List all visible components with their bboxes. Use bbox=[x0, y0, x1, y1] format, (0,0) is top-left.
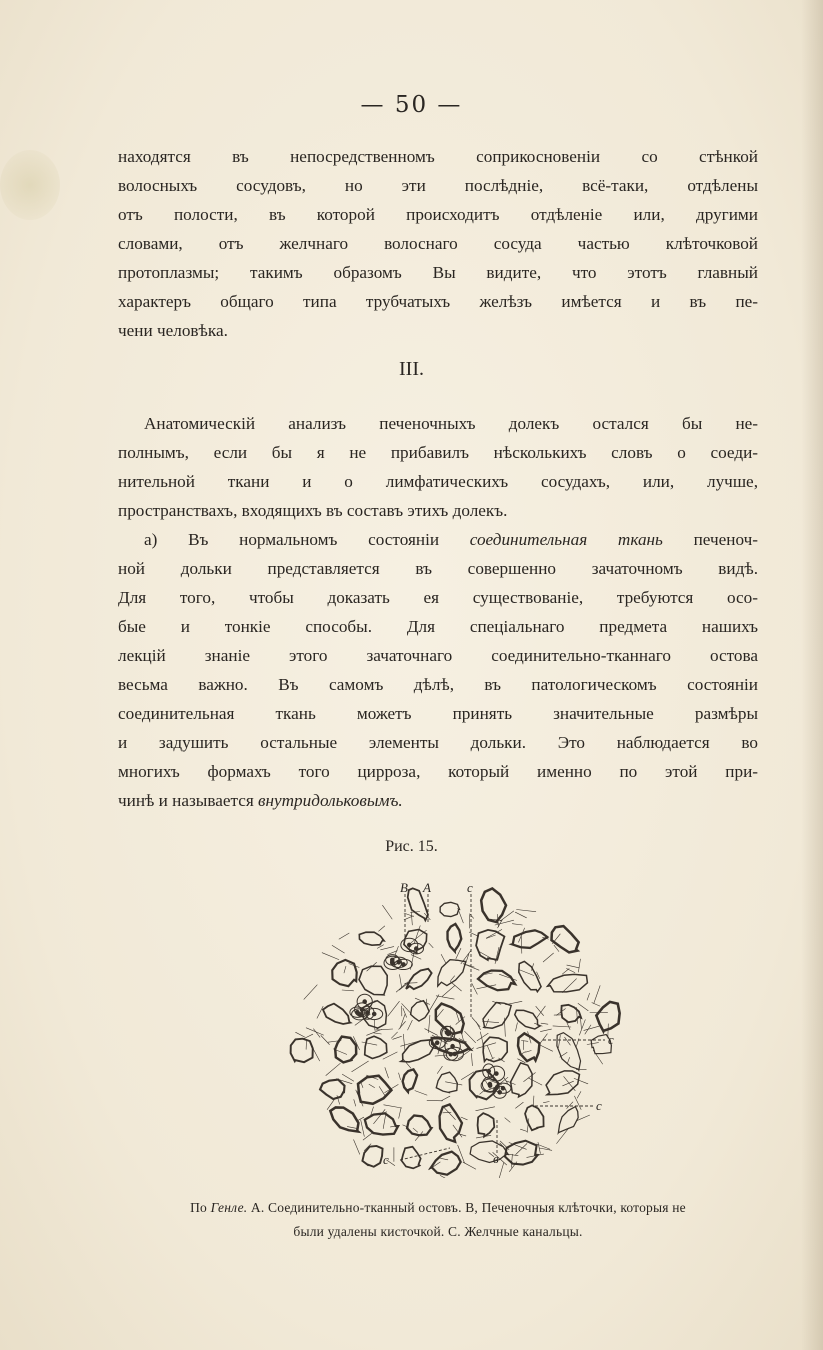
fiber-strand bbox=[400, 975, 402, 988]
fiber-strand bbox=[565, 1037, 571, 1045]
fiber-strand bbox=[411, 912, 412, 925]
fiber-strand bbox=[313, 1048, 320, 1061]
fiber-strand bbox=[425, 1029, 438, 1036]
fiber-strand bbox=[594, 986, 600, 1004]
fiber-strand bbox=[413, 1128, 418, 1132]
fiber-strand bbox=[385, 1068, 389, 1079]
fiber-strand bbox=[369, 1084, 375, 1087]
cell-nucleus bbox=[445, 1031, 449, 1035]
fiber-strand bbox=[520, 1129, 527, 1131]
section-title: III. bbox=[399, 358, 424, 380]
fiber-strand bbox=[352, 1061, 369, 1072]
fiber-strand bbox=[429, 1015, 430, 1032]
text-line: словами, отъ желчнаго волоснаго сосуда частью клѣточковой bbox=[118, 234, 758, 253]
fiber-strand bbox=[506, 1001, 522, 1004]
fiber-strand bbox=[379, 926, 385, 931]
sinusoid-outline bbox=[546, 971, 588, 995]
fiber-strand bbox=[415, 1091, 427, 1096]
fiber-strand bbox=[541, 1023, 548, 1024]
fiber-strand bbox=[559, 1035, 561, 1047]
fiber-strand bbox=[553, 934, 561, 944]
fiber-strand bbox=[541, 1045, 553, 1051]
sinusoid-outline bbox=[477, 1113, 496, 1138]
text-line: соединительная ткань можетъ принять значительные размѣры bbox=[118, 704, 758, 723]
text-line: отъ полости, въ которой происходитъ отдѣленіе или, другими bbox=[118, 205, 758, 224]
fiber-strand bbox=[574, 1078, 588, 1083]
cell-nucleus bbox=[488, 1082, 492, 1086]
sinusoid-outline bbox=[356, 1073, 394, 1107]
cell-nucleus bbox=[356, 1010, 360, 1014]
fiber-strand bbox=[374, 1110, 385, 1124]
figure-label-c: c bbox=[383, 1152, 389, 1167]
page-edge-shadow bbox=[801, 0, 823, 1350]
fiber-strand bbox=[511, 1154, 512, 1167]
paper-stain bbox=[0, 150, 60, 220]
fiber-strand bbox=[450, 982, 461, 991]
sinusoid-outline bbox=[406, 1114, 433, 1137]
legend-line-1 bbox=[118, 1196, 758, 1220]
fiber-strand bbox=[505, 1118, 510, 1122]
fiber-strand bbox=[317, 1006, 323, 1018]
fiber-strand bbox=[332, 945, 344, 953]
sinusoid-outline bbox=[428, 1150, 463, 1178]
text-segment: печеноч- bbox=[662, 530, 758, 549]
fiber-strand bbox=[296, 1032, 305, 1037]
fiber-strand bbox=[400, 1014, 405, 1028]
text-line: волосныхъ сосудовъ, но эти послѣдніе, всё-таки, отдѣлены bbox=[118, 176, 758, 195]
fiber-strand bbox=[516, 1102, 524, 1108]
fiber-strand bbox=[436, 996, 454, 999]
fiber-strand bbox=[384, 1105, 402, 1108]
paragraph-top bbox=[118, 142, 758, 345]
sinusoid-outline bbox=[440, 902, 459, 916]
fiber-strand bbox=[391, 1032, 397, 1038]
sinusoid-outline bbox=[592, 998, 625, 1035]
fiber-strand bbox=[326, 1063, 340, 1075]
fiber-strand bbox=[411, 930, 426, 942]
sinusoid-outline bbox=[475, 1031, 512, 1069]
fiber-strand bbox=[445, 1082, 462, 1085]
fiber-strand bbox=[578, 959, 580, 972]
text-line: Для того, чтобы доказать ея существованіе, требуются осо- bbox=[118, 588, 758, 607]
fiber-strand bbox=[567, 969, 575, 973]
fiber-strand bbox=[441, 1096, 450, 1101]
text-line: многихъ формахъ того цирроза, который именно по этой при- bbox=[118, 762, 758, 781]
fiber-strand bbox=[304, 985, 317, 1000]
fiber-strand bbox=[322, 953, 339, 960]
fiber-strand bbox=[537, 1006, 545, 1017]
fiber-strand bbox=[567, 965, 579, 968]
fiber-strand bbox=[465, 1031, 476, 1042]
paragraph-a-last-line bbox=[118, 786, 758, 815]
text-segment: чинѣ и называется bbox=[118, 791, 259, 810]
fiber-strand bbox=[436, 1009, 443, 1018]
text-line: протоплазмы; такимъ образомъ Вы видите, что этотъ главный bbox=[118, 263, 758, 282]
sinusoid-outline bbox=[553, 1104, 584, 1138]
fiber-strand bbox=[541, 1034, 548, 1043]
sinusoid-outline bbox=[508, 1062, 535, 1099]
fiber-strand bbox=[379, 1087, 385, 1097]
figure-label-a: A bbox=[423, 880, 431, 895]
sinusoid-outline bbox=[447, 924, 463, 952]
fiber-strand bbox=[403, 1034, 405, 1051]
fiber-strand bbox=[472, 1018, 480, 1027]
cell-nucleus bbox=[451, 1044, 455, 1048]
sinusoid-outline bbox=[328, 956, 364, 991]
sinusoid-outline bbox=[358, 930, 385, 947]
fiber-strand bbox=[399, 1073, 401, 1080]
fiber-strand bbox=[429, 943, 433, 948]
fiber-strand bbox=[543, 953, 553, 962]
figure-label-c: c bbox=[596, 1098, 602, 1113]
liver-lobule-illustration bbox=[275, 878, 635, 1178]
legend-author: Генле. bbox=[210, 1200, 248, 1215]
fiber-strand bbox=[521, 936, 522, 953]
fiber-strand bbox=[584, 1026, 599, 1030]
text-line: и задушить остальные элементы дольки. Это наблюдается во bbox=[118, 733, 758, 752]
sinusoid-outline bbox=[361, 1034, 391, 1063]
fiber-strand bbox=[342, 1074, 353, 1081]
fiber-strand bbox=[504, 1078, 508, 1084]
sinusoid-outline bbox=[285, 1034, 319, 1068]
fiber-strand bbox=[440, 1175, 447, 1178]
cell-nucleus bbox=[402, 963, 406, 967]
sinusoid-outline bbox=[547, 923, 583, 958]
sinusoid-outline bbox=[478, 886, 510, 925]
text-line: весьма важно. Въ самомъ дѣлѣ, въ патологическомъ состояніи bbox=[118, 675, 758, 694]
fiber-strand bbox=[517, 910, 536, 912]
fiber-strand bbox=[499, 1163, 504, 1178]
page-number: — 50 — bbox=[360, 92, 463, 118]
fiber-strand bbox=[521, 1041, 528, 1042]
sinusoid-outline bbox=[364, 1112, 399, 1136]
sinusoid-outline bbox=[319, 1076, 347, 1101]
fiber-strand bbox=[512, 924, 522, 925]
fiber-strand bbox=[306, 1028, 323, 1035]
fiber-strand bbox=[441, 954, 446, 963]
fiber-strand bbox=[441, 1158, 448, 1160]
text-line: нительной ткани и о лимфатическихъ сосудахъ, или, лучше, bbox=[118, 472, 758, 491]
fiber-strand bbox=[456, 961, 466, 962]
fiber-strand bbox=[587, 1043, 598, 1045]
sinusoid-outline bbox=[355, 960, 394, 1002]
fiber-strand bbox=[361, 1120, 365, 1137]
fiber-strand bbox=[374, 1033, 382, 1034]
sinusoid-outline bbox=[435, 1103, 466, 1145]
fiber-strand bbox=[395, 946, 398, 955]
fiber-strand bbox=[578, 1003, 588, 1010]
text-line: пространствахъ, входящихъ въ составъ этихъ долекъ. bbox=[118, 501, 508, 520]
legend-line-2: были удалены кисточкой. С. Желчные канальцы. bbox=[293, 1224, 583, 1239]
fiber-strand bbox=[363, 1132, 373, 1140]
sinusoid-outline bbox=[434, 1071, 459, 1095]
fiber-strand bbox=[399, 1108, 401, 1118]
figure-label-b-lower: в bbox=[493, 1151, 499, 1166]
fiber-strand bbox=[435, 1055, 447, 1056]
text-segment: а) Въ нормальномъ состояніи bbox=[144, 530, 470, 549]
sinusoid-outline bbox=[523, 1103, 547, 1131]
fiber-strand bbox=[461, 1117, 467, 1120]
text-line: находятся въ непосредственномъ соприкосновеніи со стѣнкой bbox=[118, 147, 758, 166]
sinusoid-outline bbox=[408, 998, 433, 1023]
cell-nucleus bbox=[391, 958, 395, 962]
fiber-strand bbox=[402, 1058, 411, 1068]
figure-label-b: B bbox=[400, 880, 408, 895]
sinusoid-outline bbox=[396, 1144, 425, 1173]
fiber-strand bbox=[543, 1102, 549, 1103]
fiber-strand bbox=[354, 1100, 356, 1107]
fiber-strand bbox=[451, 976, 455, 981]
sinusoid-outline bbox=[402, 966, 434, 994]
fiber-strand bbox=[480, 1032, 484, 1049]
fiber-strand bbox=[515, 912, 526, 918]
fiber-strand bbox=[562, 969, 569, 975]
fiber-strand bbox=[375, 1029, 393, 1030]
fiber-strand bbox=[367, 1029, 382, 1035]
fiber-strand bbox=[344, 966, 346, 973]
cell-nucleus bbox=[495, 1072, 499, 1076]
text-line: характеръ общаго типа трубчатыхъ желѣзъ имѣется и въ пе- bbox=[118, 292, 758, 311]
text-line: лекцій знаніе этого зачаточнаго соединительно-тканнаго остова bbox=[118, 646, 758, 665]
fiber-strand bbox=[587, 993, 590, 1000]
fiber-strand bbox=[580, 1017, 581, 1028]
sinusoid-outline bbox=[512, 1029, 545, 1065]
sinusoid-outline bbox=[469, 1139, 509, 1165]
fiber-strand bbox=[437, 1066, 442, 1073]
fiber-strand bbox=[528, 1078, 542, 1085]
sinusoid-outline bbox=[328, 1033, 361, 1066]
fiber-strand bbox=[339, 933, 349, 939]
fiber-strand bbox=[383, 905, 393, 919]
fiber-strand bbox=[487, 1046, 492, 1058]
fiber-strand bbox=[593, 1050, 602, 1064]
fiber-strand bbox=[458, 1134, 466, 1136]
fiber-strand bbox=[442, 985, 455, 996]
sinusoid-outline bbox=[557, 1002, 584, 1026]
fiber-strand bbox=[408, 1020, 413, 1030]
fiber-strand bbox=[526, 1051, 532, 1053]
fiber-strand bbox=[458, 908, 464, 923]
fiber-strand bbox=[567, 1057, 569, 1063]
fiber-strand bbox=[577, 1092, 581, 1099]
sinusoid-outline bbox=[510, 926, 549, 952]
paragraph-anatomy bbox=[118, 409, 758, 815]
fiber-strand bbox=[393, 1036, 402, 1039]
fiber-strand bbox=[477, 1043, 496, 1049]
figure-label-c: c bbox=[608, 1032, 614, 1047]
figure-label-c: c bbox=[467, 880, 473, 895]
fiber-strand bbox=[362, 1042, 377, 1045]
fiber-strand bbox=[303, 1034, 313, 1039]
cell-nucleus bbox=[498, 1091, 502, 1095]
fiber-strand bbox=[381, 947, 394, 950]
fiber-strand bbox=[483, 1021, 499, 1023]
fiber-strand bbox=[516, 1023, 518, 1031]
figure-legend bbox=[118, 1196, 758, 1244]
sinusoid-outline bbox=[321, 1000, 355, 1029]
italic-term: внутридольковымъ. bbox=[258, 791, 403, 810]
text-line: Анатомическій анализъ печеночныхъ долекъ остался бы не- bbox=[144, 414, 758, 433]
cell-nucleus bbox=[372, 1012, 376, 1016]
figure-caption: Рис. 15. bbox=[385, 838, 438, 855]
fiber-strand bbox=[463, 1162, 476, 1169]
fiber-strand bbox=[470, 914, 474, 919]
fiber-strand bbox=[540, 1029, 551, 1032]
sinusoid-outline bbox=[431, 952, 470, 992]
fiber-strand bbox=[415, 998, 429, 1004]
fiber-strand bbox=[471, 1053, 472, 1065]
cell-nucleus bbox=[435, 1041, 439, 1045]
fiber-strand bbox=[579, 1020, 585, 1035]
fiber-strand bbox=[403, 1008, 407, 1017]
text-segment: По bbox=[190, 1200, 211, 1215]
fiber-strand bbox=[354, 1140, 360, 1155]
text-line: ной дольки представляется въ совершенно зачаточномъ видѣ. bbox=[118, 559, 758, 578]
fiber-strand bbox=[388, 1001, 400, 1016]
fiber-strand bbox=[592, 1003, 600, 1007]
italic-term: соединительная ткань bbox=[469, 530, 663, 549]
fiber-strand bbox=[476, 1107, 495, 1111]
fiber-strand bbox=[347, 1127, 356, 1129]
cell-nucleus bbox=[415, 947, 419, 951]
fiber-strand bbox=[567, 1102, 573, 1109]
sinusoid-outline bbox=[478, 997, 517, 1036]
fiber-strand bbox=[524, 1073, 536, 1082]
paragraph-a-first-line bbox=[118, 525, 758, 554]
text-line: бые и тонкіе способы. Для спеціальнаго предмета нашихъ bbox=[118, 617, 758, 636]
text-segment: А. Соединительно-тканный остовъ. В, Печеночныя клѣточки, которыя не bbox=[247, 1200, 686, 1215]
fiber-strand bbox=[564, 1077, 576, 1091]
sinusoid-outline bbox=[474, 929, 505, 962]
fiber-strand bbox=[537, 1144, 550, 1149]
sinusoid-outline bbox=[476, 966, 517, 994]
text-line: полнымъ, если бы я не прибавилъ нѣсколькихъ словъ о соеди- bbox=[118, 443, 758, 462]
text-line: чени человѣка. bbox=[118, 321, 228, 340]
sinusoid-outline bbox=[551, 1030, 586, 1075]
liver-tissue-drawing bbox=[275, 878, 635, 1178]
fiber-strand bbox=[321, 1036, 330, 1045]
sinusoid-outline bbox=[401, 1068, 417, 1092]
fiber-strand bbox=[342, 990, 354, 991]
